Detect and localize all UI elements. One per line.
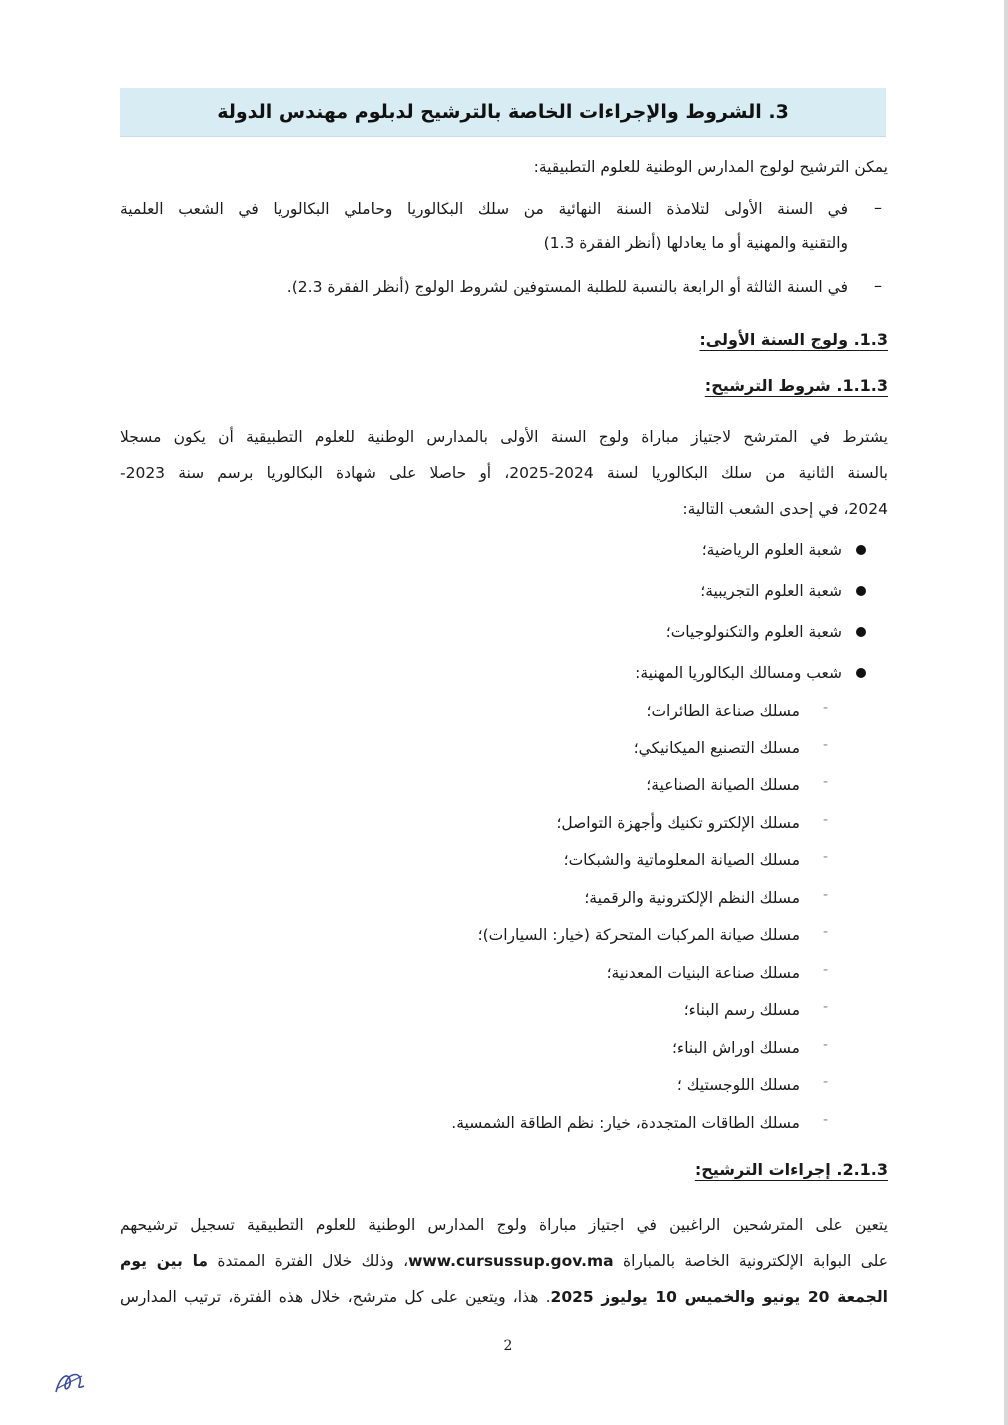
section-title: 3. الشروط والإجراءات الخاصة بالترشيح لدبلوم مهندس الدولة bbox=[217, 101, 789, 123]
conditions-line-2: بالسنة الثانية من سلك البكالوريا لسنة 2024-2025، أو حاصلا على شهادة البكالوريا برسم سنة 2023- bbox=[120, 464, 888, 482]
page-number: 2 bbox=[503, 1338, 513, 1354]
procedures-line-1: يتعين على المترشحين الراغبين في اجتياز مباراة ولوج المدارس الوطنية للعلوم التطبيقية تسجيل ترشيحهم bbox=[120, 1216, 888, 1234]
track-label: مسلك الصيانة المعلوماتية والشبكات؛ bbox=[563, 851, 800, 869]
bullet-icon bbox=[856, 545, 866, 555]
heading-1-1-3: 1.1.3. شروط الترشيح: bbox=[704, 376, 888, 395]
track-label: مسلك رسم البناء؛ bbox=[683, 1001, 800, 1019]
dash-marker: - bbox=[822, 774, 828, 790]
dash-marker: – bbox=[874, 198, 882, 217]
dash-marker: - bbox=[822, 700, 828, 716]
procedures-text: ، وذلك خلال الفترة الممتدة bbox=[208, 1252, 409, 1270]
track-label: مسلك الصيانة الصناعية؛ bbox=[646, 776, 800, 794]
heading-2-1-3: 2.1.3. إجراءات الترشيح: bbox=[694, 1160, 888, 1179]
track-label: مسلك التصنيع الميكانيكي؛ bbox=[633, 739, 800, 757]
intro-item-1-line-1: في السنة الأولى لتلامذة السنة النهائية من سلك البكالوريا وحاملي البكالوريا في الشعب العلمية bbox=[120, 200, 848, 218]
procedures-text: على البوابة الإلكترونية الخاصة بالمباراة bbox=[613, 1252, 888, 1270]
track-label: مسلك صناعة البنيات المعدنية؛ bbox=[606, 964, 800, 982]
dash-marker: - bbox=[822, 1112, 828, 1128]
track-label: مسلك صيانة المركبات المتحركة (خيار: السيارات)؛ bbox=[477, 926, 800, 944]
conditions-line-3: 2024، في إحدى الشعب التالية: bbox=[682, 500, 888, 518]
stream-label: شعبة العلوم والتكنولوجيات؛ bbox=[665, 623, 842, 641]
procedures-line-2 bbox=[120, 1250, 888, 1272]
track-label: مسلك الإلكترو تكنيك وأجهزة التواصل؛ bbox=[556, 814, 800, 832]
bullet-icon bbox=[856, 627, 866, 637]
track-label: مسلك النظم الإلكترونية والرقمية؛ bbox=[584, 889, 800, 907]
dash-marker: - bbox=[822, 812, 828, 828]
dash-marker: - bbox=[822, 1037, 828, 1053]
dash-marker: - bbox=[822, 737, 828, 753]
procedures-line-3 bbox=[120, 1286, 888, 1308]
portal-url: www.cursussup.gov.ma bbox=[408, 1252, 614, 1270]
conditions-line-1: يشترط في المترشح لاجتياز مباراة ولوج السنة الأولى بالمدارس الوطنية للعلوم التطبيقية أن يكون مسجلا bbox=[120, 428, 888, 446]
track-label: مسلك الطاقات المتجددة، خيار: نظم الطاقة الشمسية. bbox=[451, 1114, 800, 1132]
intro-item-1-line-2: والتقنية والمهنية أو ما يعادلها (أنظر الفقرة 1.3) bbox=[543, 234, 848, 252]
stream-label: شعبة العلوم الرياضية؛ bbox=[701, 541, 842, 559]
bullet-icon bbox=[856, 668, 866, 678]
track-label: مسلك اللوجستيك ؛ bbox=[676, 1076, 800, 1094]
signature-mark-icon bbox=[50, 1368, 90, 1398]
intro-text: يمكن الترشيح لولوج المدارس الوطنية للعلوم التطبيقية: bbox=[533, 158, 888, 176]
bullet-icon bbox=[856, 586, 866, 596]
dash-marker: – bbox=[874, 276, 882, 295]
dash-marker: - bbox=[822, 887, 828, 903]
dash-marker: - bbox=[822, 962, 828, 978]
track-label: مسلك صناعة الطائرات؛ bbox=[646, 702, 800, 720]
dash-marker: - bbox=[822, 849, 828, 865]
stream-label: شعب ومسالك البكالوريا المهنية: bbox=[635, 664, 842, 682]
procedures-text: . هذا، ويتعين على كل مترشح، خلال هذه الفترة، ترتيب المدارس bbox=[120, 1288, 551, 1306]
intro-item-2-line-1: في السنة الثالثة أو الرابعة بالنسبة للطلبة المستوفين لشروط الولوج (أنظر الفقرة 2.3). bbox=[286, 278, 848, 296]
track-label: مسلك اوراش البناء؛ bbox=[671, 1039, 800, 1057]
dash-marker: - bbox=[822, 1074, 828, 1090]
procedures-date-range: الجمعة 20 يونيو والخميس 10 يوليوز 2025 bbox=[550, 1288, 888, 1306]
dash-marker: - bbox=[822, 924, 828, 940]
page-edge bbox=[1004, 0, 1008, 1425]
stream-label: شعبة العلوم التجريبية؛ bbox=[700, 582, 842, 600]
procedures-date-text: ما بين يوم bbox=[120, 1252, 209, 1270]
dash-marker: - bbox=[822, 999, 828, 1015]
section-title-bar bbox=[120, 88, 886, 137]
heading-1-3: 1.3. ولوج السنة الأولى: bbox=[699, 330, 888, 349]
